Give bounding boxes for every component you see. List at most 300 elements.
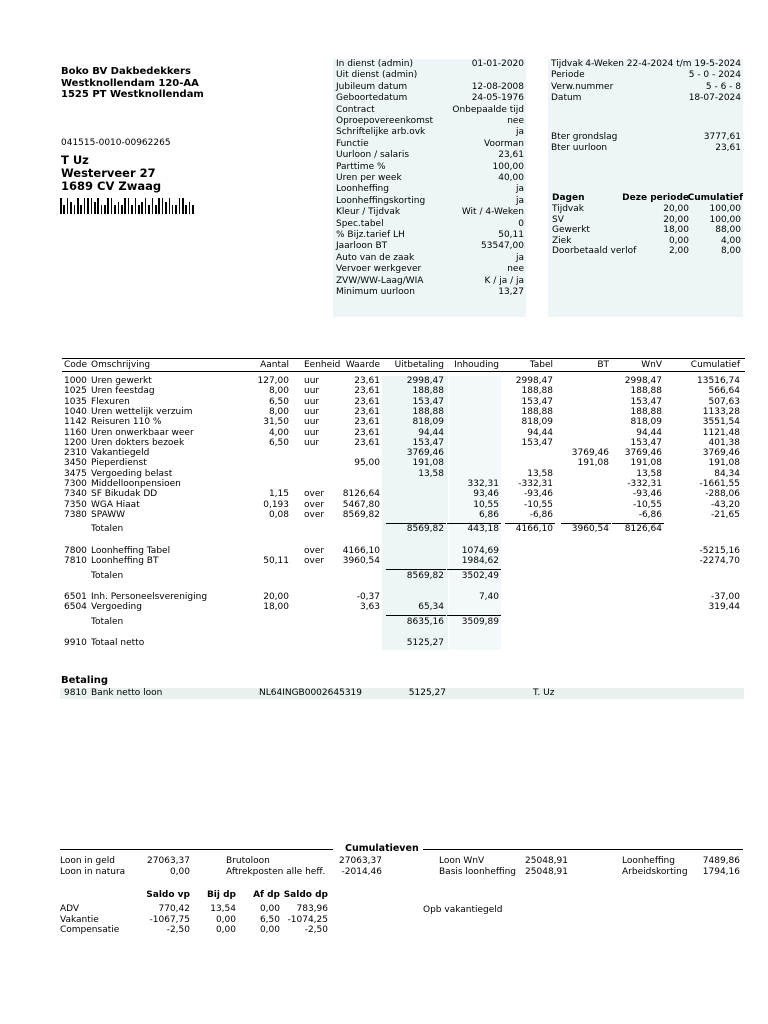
barcode-bar <box>135 198 137 214</box>
info-row <box>333 173 526 184</box>
cell-bt: 191,08 <box>577 458 609 469</box>
info-row <box>333 264 526 275</box>
days-row-label: Ziek <box>552 235 572 246</box>
cell-uitbetaling: 2998,47 <box>406 376 444 386</box>
cell-waarde: 23,61 <box>354 396 380 407</box>
barcode-bar <box>101 205 103 214</box>
cell-aantal: 0,08 <box>268 509 289 520</box>
totals-inhouding: 3509,89 <box>461 617 499 627</box>
info-label: Uit dienst (admin) <box>336 70 418 81</box>
info-row <box>333 230 526 241</box>
info-value: ja <box>515 127 524 138</box>
uurloon-value: 23,61 <box>715 143 741 154</box>
info-value: ja <box>515 184 524 195</box>
cell-uitbetaling: 3769,46 <box>406 448 444 459</box>
days-header-dagen: Dagen <box>552 193 585 203</box>
barcode-bar <box>155 205 157 214</box>
info-label: Geboortedatum <box>336 93 408 104</box>
table-row <box>0 417 768 427</box>
table-row <box>0 428 768 438</box>
cell-waarde: 23,61 <box>354 376 380 386</box>
cell-eenheid: uur <box>304 386 320 397</box>
table-row <box>0 510 768 520</box>
barcode-bar <box>107 198 109 214</box>
header-cumulatief: Cumulatief <box>690 360 740 370</box>
cell-waarde: 8569,82 <box>342 509 380 520</box>
saldo-cell: -1074,25 <box>287 914 328 925</box>
payment-amount: 5125,27 <box>408 688 446 698</box>
info-label: Schriftelijke arb.ovk <box>336 127 426 138</box>
info-value: K / ja / ja <box>484 275 524 286</box>
barcode-bar <box>131 205 133 214</box>
cum-label: Loon in natura <box>60 866 126 877</box>
days-row-periode: 20,00 <box>663 204 689 214</box>
cell-wnv: 13,58 <box>636 468 662 479</box>
cell-eenheid: over <box>304 489 325 500</box>
subtotal-line-uitbetaling <box>386 615 446 616</box>
cell-inhouding: 6,86 <box>478 509 499 520</box>
days-header-cumulatief: Cumulatief <box>687 193 743 203</box>
cell-cumulatief: -288,06 <box>705 489 740 500</box>
barcode-bar <box>84 198 86 214</box>
days-row-cumulatief: 100,00 <box>709 204 741 214</box>
cell-omschrijving: Uren feestdag <box>91 386 155 397</box>
cell-wnv: -93,46 <box>632 489 662 500</box>
cum-value: 25048,91 <box>525 866 568 877</box>
employee-name: T Uz <box>61 153 89 167</box>
cell-code: 7350 <box>64 499 87 510</box>
cell-uitbetaling: 13,58 <box>418 468 444 479</box>
cell-code: 7380 <box>64 509 87 520</box>
info-label: Minimum uurloon <box>336 287 415 297</box>
cell-code: 1040 <box>64 406 87 417</box>
info-value: nee <box>507 116 524 126</box>
barcode-bar <box>145 198 147 214</box>
info-row <box>333 196 526 207</box>
cell-tabel: -10,55 <box>523 499 553 510</box>
cumulatieven-line-left <box>60 849 333 850</box>
info-value: 50,11 <box>498 230 524 240</box>
days-row-cumulatief: 4,00 <box>720 235 741 246</box>
cell-tabel: 188,88 <box>521 386 553 397</box>
table-row <box>0 376 768 386</box>
header-waarde: Waarde <box>345 360 380 370</box>
cell-cumulatief: -21,65 <box>710 509 740 520</box>
cell-code: 6501 <box>64 592 87 602</box>
cell-omschrijving: Pieperdienst <box>91 458 147 469</box>
cell-tabel: -6,86 <box>529 509 553 520</box>
cell-uitbetaling: 188,88 <box>412 406 444 417</box>
cell-cumulatief: -2274,70 <box>699 556 740 567</box>
cell-omschrijving: Flexuren <box>91 396 130 407</box>
cell-aantal: 0,193 <box>263 499 289 510</box>
cell-omschrijving: Middelloonpensioen <box>91 479 181 489</box>
cell-tabel: 2998,47 <box>515 376 553 386</box>
subtotal-line-uitbetaling <box>386 569 446 570</box>
table-row <box>0 500 768 510</box>
cell-omschrijving: Inh. Personeelsvereniging <box>91 592 208 602</box>
payment-row <box>60 688 744 699</box>
days-row-label: Tijdvak <box>552 204 584 214</box>
info-row <box>333 253 526 264</box>
table-row <box>0 469 768 479</box>
cell-cumulatief: -37,00 <box>710 592 740 602</box>
info-value: nee <box>507 264 524 275</box>
cell-tabel: 13,58 <box>527 468 553 479</box>
cell-eenheid: over <box>304 556 325 567</box>
cell-waarde: 3960,54 <box>342 556 380 567</box>
info-row <box>333 184 526 195</box>
cell-inhouding: 332,31 <box>467 479 499 489</box>
info-row <box>333 207 526 218</box>
saldo-cell: 770,42 <box>158 904 190 914</box>
barcode-bar <box>77 198 79 214</box>
cum-label: Basis loonheffing <box>439 866 517 877</box>
cell-uitbetaling: 94,44 <box>418 427 444 438</box>
cell-cumulatief: 1133,28 <box>702 406 740 417</box>
cum-label: Loon WnV <box>439 856 485 866</box>
info-row <box>333 287 526 298</box>
cell-wnv: 191,08 <box>630 458 662 469</box>
cell-tabel: -332,31 <box>518 479 553 489</box>
grondslag-label: Bter grondslag <box>551 132 618 142</box>
cell-tabel: 188,88 <box>521 406 553 417</box>
barcode-bar <box>185 205 187 214</box>
cum-value: 7489,86 <box>702 856 740 866</box>
info-row <box>333 127 526 138</box>
cell-omschrijving: Loonheffing BT <box>91 556 159 567</box>
cum-value: 27063,37 <box>147 856 190 866</box>
info-value: 40,00 <box>498 173 524 183</box>
subtotal-line-inhouding <box>447 569 501 570</box>
table-row <box>0 448 768 458</box>
saldo-cell: 0,00 <box>215 925 236 935</box>
saldo-cell: -2,50 <box>166 925 190 935</box>
cell-uitbetaling: 818,09 <box>412 417 444 428</box>
cell-aantal: 18,00 <box>263 602 289 613</box>
barcode-bar <box>128 198 130 214</box>
days-row-cumulatief: 100,00 <box>709 214 741 225</box>
totals-inhouding: 443,18 <box>467 524 499 534</box>
periode-label: Periode <box>551 70 585 81</box>
info-label: Oproepovereenkomst <box>336 116 434 126</box>
info-label: Parttime % <box>336 161 386 172</box>
info-row <box>333 93 526 104</box>
saldo-header: Saldo vp <box>146 890 190 900</box>
days-row-periode: 2,00 <box>668 246 689 256</box>
payment-label: Bank netto loon <box>91 688 163 698</box>
cell-cumulatief: 1121,48 <box>702 427 740 438</box>
saldo-header: Af dp <box>253 890 280 900</box>
header-aantal: Aantal <box>260 360 289 370</box>
barcode-bar <box>192 205 194 214</box>
uurloon-label: Bter uurloon <box>551 143 608 154</box>
days-header-periode: Deze periode <box>622 193 689 203</box>
barcode-bar <box>152 198 154 214</box>
datum-value: 18-07-2024 <box>688 93 741 104</box>
barcode-bar <box>179 198 181 214</box>
info-value: 0 <box>518 218 524 229</box>
cell-aantal: 50,11 <box>263 556 289 567</box>
cell-aantal: 127,00 <box>257 376 289 386</box>
barcode-bar <box>124 198 126 214</box>
cell-inhouding: 93,46 <box>473 489 499 500</box>
cum-label: Loon in geld <box>60 856 115 866</box>
employer-name: Boko BV Dakbedekkers <box>61 66 191 77</box>
barcode-bar <box>162 198 164 214</box>
header-bt: BT <box>597 360 609 370</box>
totals-row <box>0 617 768 627</box>
days-row-cumulatief: 88,00 <box>715 225 741 235</box>
saldo-cell: 0,00 <box>259 925 280 935</box>
cell-cumulatief: -43,20 <box>710 499 740 510</box>
cell-code: 1160 <box>64 427 87 438</box>
info-row <box>333 82 526 93</box>
periode-value: 5 - 0 - 2024 <box>688 70 741 81</box>
cell-code: 7800 <box>64 546 87 556</box>
cell-omschrijving: SPAWW <box>91 509 126 520</box>
info-value: 13,27 <box>498 287 524 297</box>
saldo-header: Saldo dp <box>283 890 328 900</box>
barcode-bar <box>80 205 82 214</box>
header-wnv: WnV <box>641 360 662 370</box>
payment-iban: NL64INGB0002645319 <box>259 688 362 698</box>
saldo-row-label: Vakantie <box>60 914 99 925</box>
barcode-bar <box>165 202 167 214</box>
cell-wnv: 188,88 <box>630 386 662 397</box>
cell-eenheid: uur <box>304 376 320 386</box>
cell-wnv: -6,86 <box>638 509 662 520</box>
days-row-periode: 0,00 <box>668 235 689 246</box>
saldo-row-label: ADV <box>60 904 80 914</box>
info-row <box>333 162 526 173</box>
cell-waarde: 23,61 <box>354 437 380 448</box>
totals-inhouding: 3502,49 <box>461 571 499 581</box>
info-row <box>333 116 526 127</box>
cell-omschrijving: Uren wettelijk verzuim <box>91 406 193 417</box>
cell-waarde: 3,63 <box>359 602 380 613</box>
table-header-top-line <box>62 358 745 359</box>
cell-inhouding: 1074,69 <box>461 546 499 556</box>
cell-uitbetaling: 153,47 <box>412 396 444 407</box>
cell-code: 1200 <box>64 437 87 448</box>
barcode-bar <box>148 205 150 214</box>
cell-eenheid: uur <box>304 417 320 428</box>
info-label: Jaarloon BT <box>336 241 388 252</box>
saldo-row-label: Compensatie <box>60 925 120 935</box>
cell-uitbetaling: 191,08 <box>412 458 444 469</box>
table-header-bottom-line <box>62 371 745 372</box>
cell-omschrijving: Loonheffing Tabel <box>91 546 171 556</box>
info-label: Uurloon / salaris <box>336 150 410 161</box>
info-label: Auto van de zaak <box>336 252 415 263</box>
table-row <box>0 556 768 566</box>
cell-waarde: 23,61 <box>354 427 380 438</box>
cell-waarde: 4166,10 <box>342 546 380 556</box>
totals-uitbetaling: 8635,16 <box>406 617 444 627</box>
cell-code: 3450 <box>64 458 87 469</box>
totals-bt: 3960,54 <box>571 524 609 534</box>
grondslag-value: 3777,61 <box>703 132 741 142</box>
header-code: Code <box>64 360 88 370</box>
table-row <box>0 397 768 407</box>
barcode-bar <box>182 198 184 214</box>
cell-waarde: 23,61 <box>354 406 380 417</box>
barcode-bar <box>172 205 174 214</box>
saldo-cell: 0,00 <box>259 904 280 914</box>
barcode-bar <box>141 202 143 214</box>
totals-label: Totalen <box>91 617 124 627</box>
employer-city: 1525 PT Westknollendam <box>61 89 204 100</box>
cell-waarde: 23,61 <box>354 386 380 397</box>
netto-code: 9910 <box>64 638 87 648</box>
header-uitbetaling: Uitbetaling <box>394 360 444 370</box>
table-row <box>0 602 768 612</box>
info-value: 53547,00 <box>481 241 524 252</box>
info-row <box>333 241 526 252</box>
saldo-header: Bij dp <box>206 890 236 900</box>
cum-value: 25048,91 <box>525 856 568 866</box>
info-value: Wit / 4-Weken <box>461 207 524 218</box>
employee-info-panel <box>333 59 526 317</box>
table-row <box>0 592 768 602</box>
cell-aantal: 20,00 <box>263 592 289 602</box>
table-row <box>0 546 768 556</box>
cell-code: 7300 <box>64 479 87 489</box>
cell-tabel: 153,47 <box>521 396 553 407</box>
info-row <box>333 70 526 81</box>
info-row <box>333 59 526 70</box>
cell-code: 1142 <box>64 417 87 428</box>
cell-inhouding: 1984,62 <box>461 556 499 567</box>
payment-code: 9810 <box>64 688 87 698</box>
header-tabel: Tabel <box>529 360 553 370</box>
cell-omschrijving: Vakantiegeld <box>91 448 150 459</box>
info-row <box>333 276 526 287</box>
cell-aantal: 6,50 <box>268 437 289 448</box>
cell-omschrijving: Uren gewerkt <box>91 376 152 386</box>
cell-eenheid: over <box>304 546 325 556</box>
info-label: Loonheffing <box>336 184 389 195</box>
employee-address <box>61 154 161 193</box>
cell-omschrijving: Reisuren 110 % <box>91 417 162 428</box>
days-row-label: Gewerkt <box>552 225 590 235</box>
cell-omschrijving: Uren dokters bezoek <box>91 437 185 448</box>
header-omschrijving: Omschrijving <box>91 360 151 370</box>
info-row <box>333 150 526 161</box>
cell-tabel: 153,47 <box>521 437 553 448</box>
days-row-periode: 18,00 <box>663 225 689 235</box>
days-row-periode: 20,00 <box>663 214 689 225</box>
netto-value: 5125,27 <box>406 638 444 648</box>
cell-tabel: -93,46 <box>523 489 553 500</box>
header-eenheid: Eenheid <box>304 360 341 370</box>
period-panel <box>548 59 743 317</box>
barcode-bar <box>158 198 160 214</box>
tijdvak-label: Tijdvak <box>551 59 583 69</box>
cum-label: Aftrekposten alle heff. <box>226 866 326 877</box>
cell-aantal: 4,00 <box>268 427 289 438</box>
cell-omschrijving: Uren onwerkbaar weer <box>91 427 194 438</box>
saldo-cell: 0,00 <box>215 914 236 925</box>
info-label: Loonheffingskorting <box>336 195 426 206</box>
totals-tabel: 4166,10 <box>515 524 553 534</box>
netto-label: Totaal netto <box>91 638 145 648</box>
cell-eenheid: uur <box>304 406 320 417</box>
payment-name: T. Uz <box>533 688 555 698</box>
cell-eenheid: uur <box>304 396 320 407</box>
barcode-bar <box>60 198 62 214</box>
cell-wnv: -10,55 <box>632 499 662 510</box>
cell-wnv: 153,47 <box>630 437 662 448</box>
info-row <box>333 139 526 150</box>
cum-value: 1794,16 <box>702 866 740 877</box>
cell-wnv: 818,09 <box>630 417 662 428</box>
barcode-bar <box>114 205 116 214</box>
cell-aantal: 8,00 <box>268 406 289 417</box>
cell-wnv: 153,47 <box>630 396 662 407</box>
barcode-bar <box>74 205 76 214</box>
cell-omschrijving: WGA Hiaat <box>91 499 140 510</box>
postal-barcode <box>60 196 196 214</box>
header-inhouding: Inhouding <box>454 360 499 370</box>
cell-wnv: -332,31 <box>627 479 662 489</box>
employee-street: Westerveer 27 <box>61 166 156 180</box>
info-label: Kleur / Tijdvak <box>336 207 401 218</box>
barcode-bar <box>91 198 93 214</box>
cell-code: 3475 <box>64 468 87 479</box>
totals-label: Totalen <box>91 571 124 581</box>
info-value: ja <box>515 195 524 206</box>
cell-wnv: 188,88 <box>630 406 662 417</box>
barcode-bar <box>169 198 171 214</box>
days-row-cumulatief: 8,00 <box>720 246 741 256</box>
cell-bt: 3769,46 <box>571 448 609 459</box>
cell-cumulatief: 3769,46 <box>702 448 740 459</box>
saldo-cell: 783,96 <box>296 904 328 914</box>
info-value: Voorman <box>484 138 524 149</box>
cell-eenheid: over <box>304 509 325 520</box>
info-label: Vervoer werkgever <box>336 264 422 275</box>
cell-code: 1035 <box>64 396 87 407</box>
totals-wnv: 8126,64 <box>624 524 662 534</box>
cell-cumulatief: 401,38 <box>708 437 740 448</box>
tijdvak-value: 4-Weken 22-4-2024 t/m 19-5-2024 <box>585 59 741 69</box>
employee-id: 041515-0010-00962265 <box>61 138 171 148</box>
cell-wnv: 94,44 <box>636 427 662 438</box>
subtotal-line-inhouding <box>447 615 501 616</box>
cell-eenheid: over <box>304 499 325 510</box>
info-row <box>333 105 526 116</box>
cell-waarde: 23,61 <box>354 417 380 428</box>
cell-omschrijving: Vergoeding belast <box>91 468 173 479</box>
table-row <box>0 386 768 396</box>
barcode-bar <box>87 198 89 214</box>
cum-label: Loonheffing <box>622 856 675 866</box>
days-row-label: SV <box>552 214 564 225</box>
cum-label: Brutoloon <box>226 856 270 866</box>
cell-uitbetaling: 153,47 <box>412 437 444 448</box>
cell-aantal: 31,50 <box>263 417 289 428</box>
info-label: Uren per week <box>336 173 402 183</box>
cell-cumulatief: -5215,16 <box>699 546 740 556</box>
cell-cumulatief: 84,34 <box>714 468 740 479</box>
verw-label: Verw.nummer <box>551 81 614 92</box>
info-label: Contract <box>336 104 375 115</box>
info-label: In dienst (admin) <box>336 59 413 69</box>
cell-uitbetaling: 65,34 <box>418 602 444 613</box>
cell-code: 2310 <box>64 448 87 459</box>
